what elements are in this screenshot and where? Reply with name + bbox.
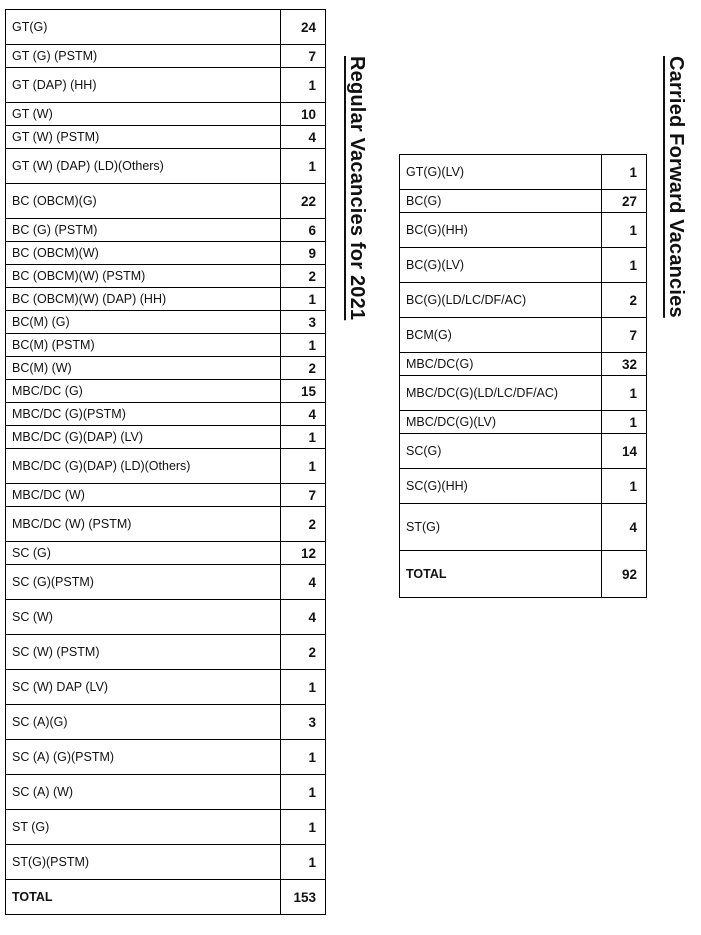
table-row: [6, 775, 326, 810]
category-cell: GT (DAP) (HH): [6, 68, 281, 103]
category-cell: BC(G)(HH): [400, 213, 602, 248]
category-cell: SC (A) (G)(PSTM): [6, 740, 281, 775]
table-row: [6, 219, 326, 242]
carried-forward-body: [400, 155, 647, 598]
count-cell: 2: [281, 357, 326, 380]
category-cell: SC(G): [400, 434, 602, 469]
table-row: [6, 507, 326, 542]
category-cell: SC (G)(PSTM): [6, 565, 281, 600]
count-cell: 1: [602, 411, 647, 434]
count-cell: 12: [281, 542, 326, 565]
table-row: [400, 469, 647, 504]
category-cell: GT(G): [6, 10, 281, 45]
table-row: [6, 126, 326, 149]
count-cell: 3: [281, 705, 326, 740]
table-row: [400, 283, 647, 318]
category-cell: MBC/DC(G)(LV): [400, 411, 602, 434]
count-cell: 1: [281, 68, 326, 103]
table-row: [6, 705, 326, 740]
table-row: [6, 288, 326, 311]
category-cell: BC (OBCM)(W): [6, 242, 281, 265]
total-label: TOTAL: [6, 880, 281, 915]
table-row: [6, 334, 326, 357]
category-cell: MBC/DC (W): [6, 484, 281, 507]
count-cell: 22: [281, 184, 326, 219]
table-row: [400, 504, 647, 551]
total-value: 153: [281, 880, 326, 915]
count-cell: 1: [281, 670, 326, 705]
category-cell: ST(G)(PSTM): [6, 845, 281, 880]
table-row: [6, 311, 326, 334]
count-cell: 2: [602, 283, 647, 318]
table-row: [6, 426, 326, 449]
table-row: [400, 376, 647, 411]
count-cell: 2: [281, 265, 326, 288]
count-cell: 1: [281, 449, 326, 484]
table-row: [6, 149, 326, 184]
count-cell: 4: [281, 403, 326, 426]
regular-vacancies-body: [6, 10, 326, 915]
category-cell: BC(M) (W): [6, 357, 281, 380]
table-row: [400, 434, 647, 469]
category-cell: GT (W): [6, 103, 281, 126]
category-cell: SC (W) (PSTM): [6, 635, 281, 670]
table-row: [6, 265, 326, 288]
count-cell: 1: [281, 810, 326, 845]
category-cell: BCM(G): [400, 318, 602, 353]
category-cell: MBC/DC (G)(PSTM): [6, 403, 281, 426]
table-row: [400, 318, 647, 353]
count-cell: 2: [281, 507, 326, 542]
category-cell: ST (G): [6, 810, 281, 845]
category-cell: BC (OBCM)(W) (DAP) (HH): [6, 288, 281, 311]
table-row: [6, 810, 326, 845]
table-row: [6, 184, 326, 219]
table-row: [6, 45, 326, 68]
category-cell: GT (W) (DAP) (LD)(Others): [6, 149, 281, 184]
category-cell: MBC/DC (G)(DAP) (LV): [6, 426, 281, 449]
table-row: [6, 565, 326, 600]
table-row: [400, 353, 647, 376]
table-row: [6, 68, 326, 103]
table-row: [400, 155, 647, 190]
table-row: [400, 213, 647, 248]
count-cell: 24: [281, 10, 326, 45]
table-row: [6, 600, 326, 635]
count-cell: 4: [281, 126, 326, 149]
carried-forward-table: [399, 154, 647, 598]
table-row: [6, 740, 326, 775]
count-cell: 1: [281, 426, 326, 449]
count-cell: 1: [281, 149, 326, 184]
count-cell: 7: [602, 318, 647, 353]
total-row: [6, 880, 326, 915]
count-cell: 9: [281, 242, 326, 265]
category-cell: MBC/DC(G): [400, 353, 602, 376]
count-cell: 1: [281, 740, 326, 775]
count-cell: 1: [281, 775, 326, 810]
count-cell: 27: [602, 190, 647, 213]
regular-vacancies-table: [5, 9, 326, 915]
table-row: [6, 449, 326, 484]
category-cell: GT(G)(LV): [400, 155, 602, 190]
category-cell: SC (G): [6, 542, 281, 565]
category-cell: MBC/DC (G)(DAP) (LD)(Others): [6, 449, 281, 484]
table-row: [6, 484, 326, 507]
table-row: [6, 845, 326, 880]
count-cell: 7: [281, 45, 326, 68]
count-cell: 32: [602, 353, 647, 376]
category-cell: BC(M) (PSTM): [6, 334, 281, 357]
count-cell: 6: [281, 219, 326, 242]
category-cell: ST(G): [400, 504, 602, 551]
category-cell: BC (G) (PSTM): [6, 219, 281, 242]
table-row: [400, 411, 647, 434]
count-cell: 14: [602, 434, 647, 469]
count-cell: 1: [602, 213, 647, 248]
category-cell: BC (OBCM)(W) (PSTM): [6, 265, 281, 288]
category-cell: SC (A) (W): [6, 775, 281, 810]
table-row: [400, 248, 647, 283]
count-cell: 10: [281, 103, 326, 126]
category-cell: BC(M) (G): [6, 311, 281, 334]
category-cell: MBC/DC (G): [6, 380, 281, 403]
table-row: [6, 380, 326, 403]
count-cell: 1: [602, 376, 647, 411]
count-cell: 2: [281, 635, 326, 670]
count-cell: 15: [281, 380, 326, 403]
table-row: [6, 542, 326, 565]
table-row: [6, 357, 326, 380]
table-row: [6, 103, 326, 126]
category-cell: BC (OBCM)(G): [6, 184, 281, 219]
count-cell: 4: [281, 565, 326, 600]
total-label: TOTAL: [400, 551, 602, 598]
category-cell: SC (W) DAP (LV): [6, 670, 281, 705]
category-cell: BC(G)(LV): [400, 248, 602, 283]
category-cell: BC(G): [400, 190, 602, 213]
table-row: [6, 403, 326, 426]
category-cell: MBC/DC (W) (PSTM): [6, 507, 281, 542]
table-row: [6, 242, 326, 265]
category-cell: GT (W) (PSTM): [6, 126, 281, 149]
table-row: [6, 10, 326, 45]
count-cell: 1: [281, 845, 326, 880]
count-cell: 3: [281, 311, 326, 334]
count-cell: 4: [602, 504, 647, 551]
count-cell: 1: [602, 155, 647, 190]
category-cell: SC (W): [6, 600, 281, 635]
count-cell: 1: [281, 288, 326, 311]
regular-vacancies-title: Regular Vacancies for 2021: [346, 56, 368, 321]
count-cell: 7: [281, 484, 326, 507]
category-cell: GT (G) (PSTM): [6, 45, 281, 68]
count-cell: 4: [281, 600, 326, 635]
category-cell: SC (A)(G): [6, 705, 281, 740]
table-row: [6, 670, 326, 705]
category-cell: SC(G)(HH): [400, 469, 602, 504]
total-row: [400, 551, 647, 598]
count-cell: 1: [602, 248, 647, 283]
category-cell: MBC/DC(G)(LD/LC/DF/AC): [400, 376, 602, 411]
count-cell: 1: [281, 334, 326, 357]
table-row: [400, 190, 647, 213]
table-row: [6, 635, 326, 670]
category-cell: BC(G)(LD/LC/DF/AC): [400, 283, 602, 318]
carried-forward-title: Carried Forward Vacancies: [665, 56, 687, 318]
count-cell: 1: [602, 469, 647, 504]
total-value: 92: [602, 551, 647, 598]
